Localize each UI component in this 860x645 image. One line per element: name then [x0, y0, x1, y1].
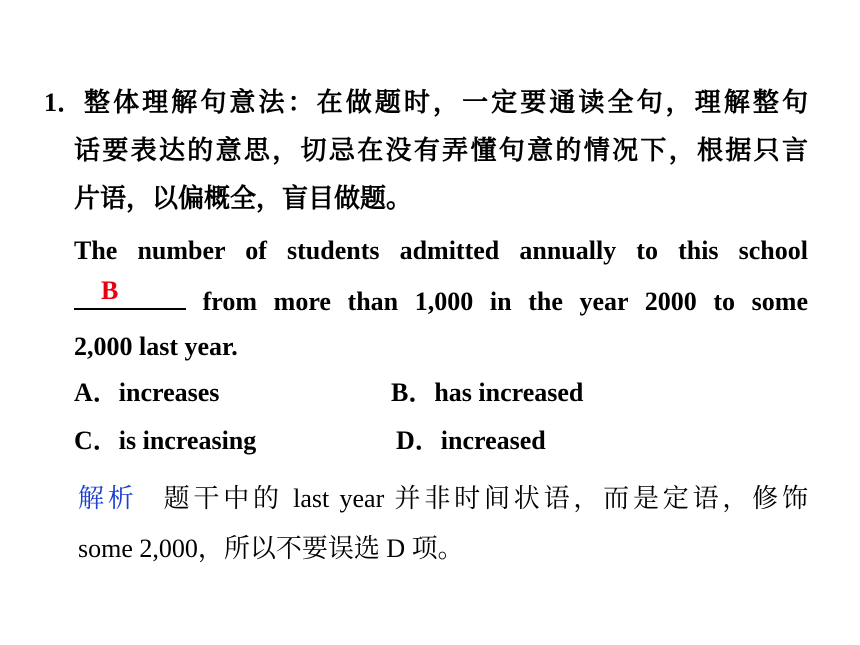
analysis-line-2: some 2,000，所以不要误选 D 项。 — [78, 534, 464, 563]
example-line-2-text: from more than 1,000 in the year 2000 to some — [202, 287, 808, 316]
method-line-1 — [84, 88, 808, 118]
option-b: B．has increased — [391, 378, 584, 407]
analysis-label: 解析 — [78, 484, 138, 513]
answer-mark: B — [101, 276, 119, 305]
analysis-text-1: 题干中的 last year 并非时间状语，而是定语，修饰 — [163, 484, 808, 513]
option-c: C．is increasing — [74, 426, 257, 455]
answer-blank — [74, 284, 186, 310]
option-a: A．increases — [74, 378, 220, 407]
method-title: 整体理解句意法： — [84, 88, 317, 117]
question-number: 1． — [44, 88, 84, 117]
option-d: D．increased — [396, 426, 546, 455]
example-line-1: The number of students admitted annually to this school — [74, 236, 808, 265]
example-line-3: 2,000 last year. — [74, 332, 238, 361]
method-line-2: 话要表达的意思，切忌在没有弄懂句意的情况下，根据只言 — [74, 136, 808, 165]
example-line-2 — [74, 284, 808, 317]
method-line-3: 片语，以偏概全，盲目做题。 — [74, 184, 413, 213]
analysis-line-1 — [78, 484, 808, 514]
method-text-1: 在做题时，一定要通读全句，理解整句 — [316, 88, 808, 117]
